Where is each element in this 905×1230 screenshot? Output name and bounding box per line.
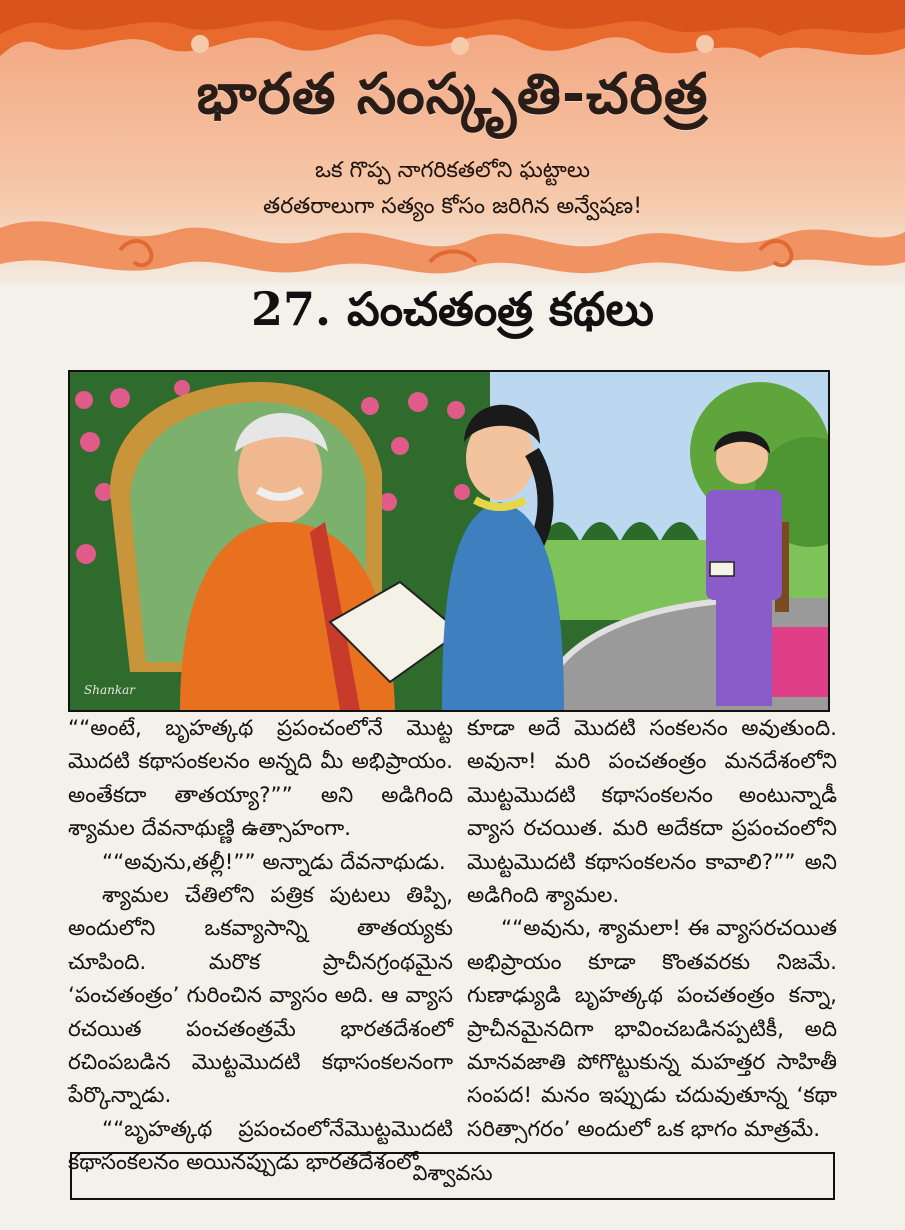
tagline-line-2: తరతరాలుగా సత్యం కోసం జరిగిన అన్వేషణ!	[262, 194, 643, 219]
header-ornament	[0, 0, 905, 285]
paragraph: కూడా అదే మొదటి సంకలనం అవుతుంది. అవునా! మరి పంచతంత్రం మనదేశంలోని మొట్టమొదటి కథాసంకలనం అంటున్నాడీ వ్యాస రచయిత. మరి అదేకదా ప్రపంచంలోని మొట్టమొదటి కథాసంకలనం కావాలి?”” అని అడిగింది శ్యామల.	[467, 716, 837, 909]
illustration-scene	[70, 372, 828, 710]
tagline-line-1: ఒక గొప్ప నాగరికతలోని ఘట్టాలు	[314, 158, 591, 183]
author-box	[70, 1152, 835, 1200]
body-right-column	[467, 712, 837, 1146]
author-name: విశ్వావసు	[412, 1161, 493, 1185]
paragraph: ““అవును,తల్లీ!”” అన్నాడు దేవనాథుడు.	[102, 849, 446, 875]
tea-cup	[710, 562, 734, 576]
flower-pot	[770, 627, 828, 697]
paragraph: ““అంటే, బృహత్కథ ప్రపంచంలోనే మొట్ట మొదటి కథాసంకలనం అన్నది మీ అభిప్రాయం. అంతేకదా తాతయ్యా?”” అని అడిగింది శ్యామల దేవనాథుణ్ణి ఉత్సాహంగా.	[68, 716, 453, 842]
paragraph: శ్యామల చేతిలోని పత్రిక పుటలు తిప్పి, అందులోని ఒకవ్యాసాన్ని తాతయ్యకు చూపింది. మరొక ప్రాచీనగ్రంథమైన ‘పంచతంత్రం’ గురించిన వ్యాసం అది. ఆ వ్యాస రచయిత పంచతంత్రమే భారతదేశంలో రచింపబడిన మొట్టమొదటి కథాసంకలనంగా పేర్కొన్నాడు.	[68, 883, 453, 1109]
body-left-column	[68, 712, 453, 1180]
chapter-title: 27. పంచతంత్ర కథలు	[251, 282, 654, 336]
paragraph: ““అవును, శ్యామలా! ఈ వ్యాసరచయిత అభిప్రాయం కూడా కొంతవరకు నిజమే. గుణాఢ్యుడి బృహత్కథ పంచతంత్రం కన్నా, ప్రాచీనమైనదిగా భావించబడినప్పటికీ, అది మానవజాతి పోగొట్టుకున్న మహత్తర సాహితీ సంపద! మనం ఇప్పుడు చదువుతూన్న ‘కథా సరిత్సాగరం’ అందులో ఒక భాగం మాత్రమే.	[467, 916, 837, 1142]
series-title: భారత సంస్కృతి-చరిత్ర	[196, 62, 709, 127]
story-illustration	[68, 370, 830, 712]
paragraph: ““బృహత్కథ ప్రపంచంలోనేమొట్టమొదటి కథాసంకలనం అయినప్పుడు భారతదేశంలో	[68, 1116, 453, 1176]
ornament-graphic	[0, 0, 905, 285]
artist-signature: Shankar	[84, 683, 135, 697]
boy-shirt	[706, 490, 782, 600]
